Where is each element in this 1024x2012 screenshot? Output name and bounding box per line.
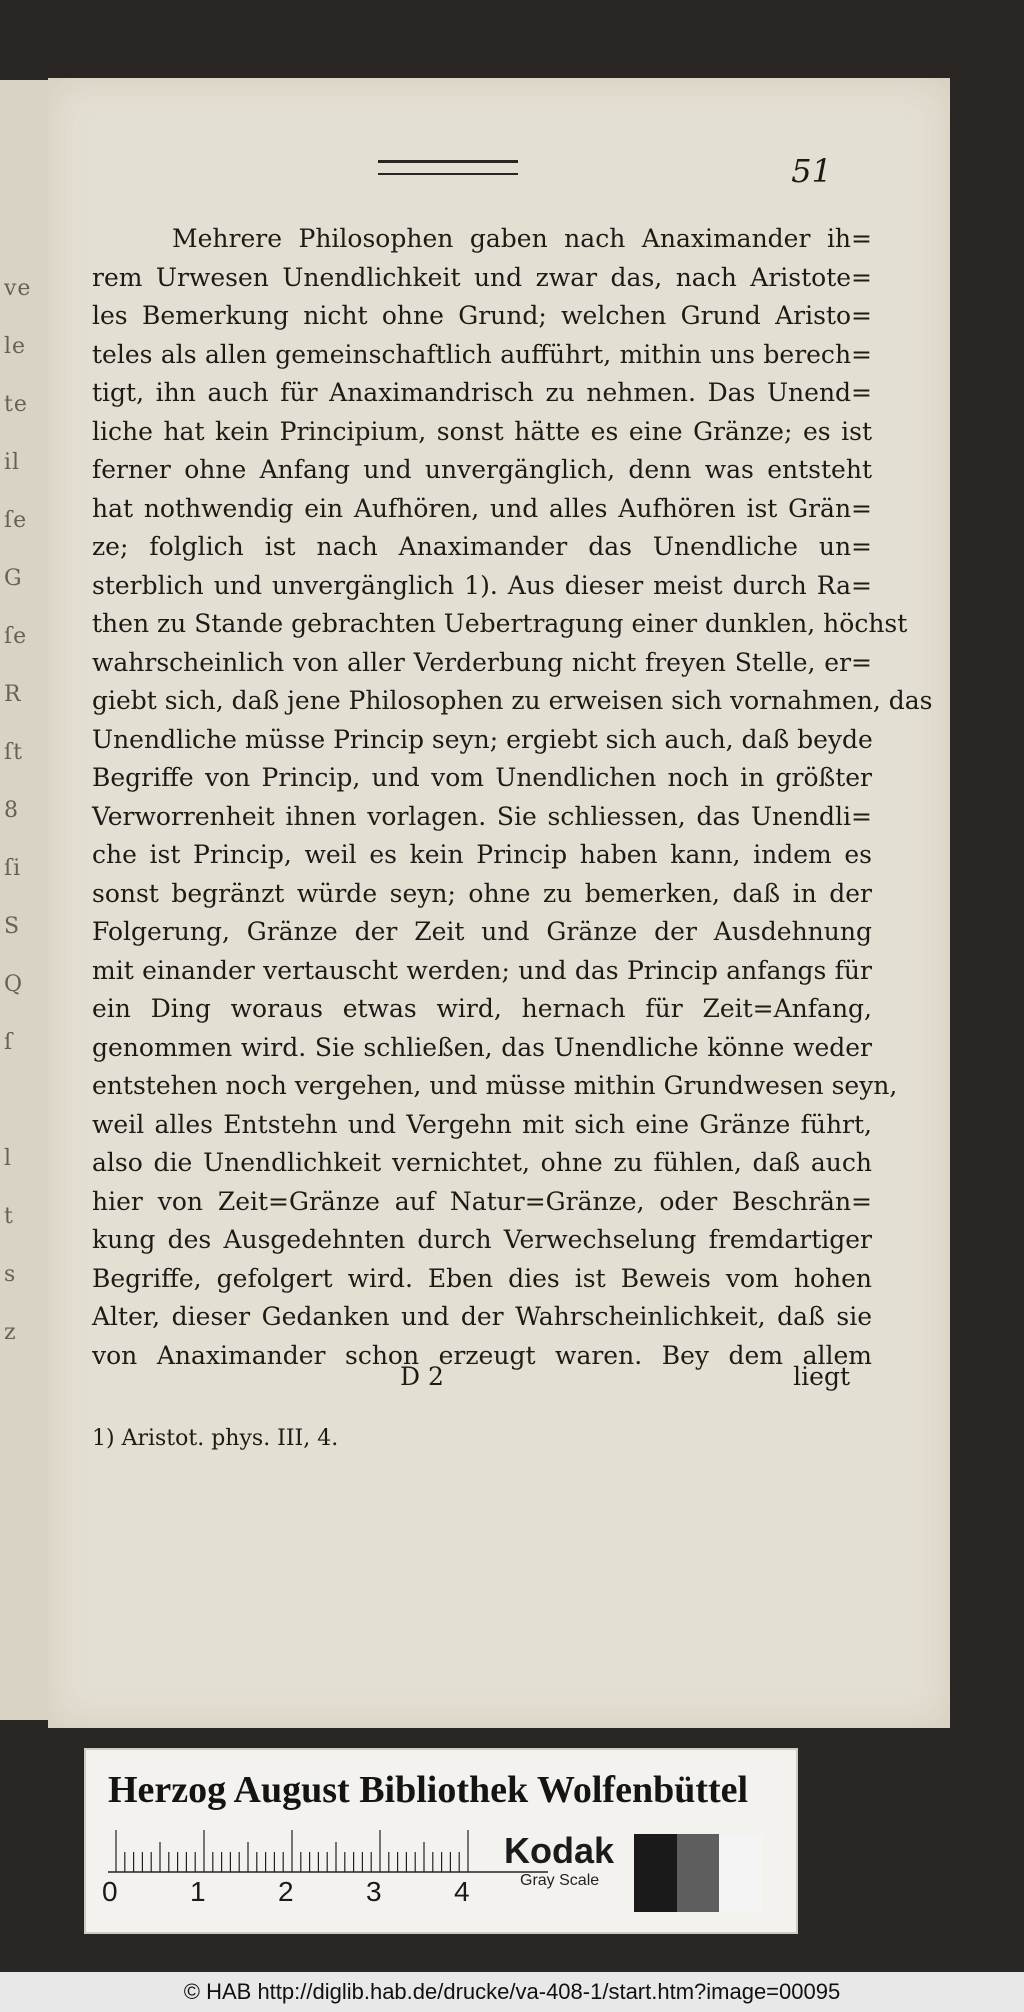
text-line: Begriffe von Princip, und vom Unendlichen noch in größter bbox=[92, 763, 872, 792]
text-line: weil alles Entstehn und Vergehn mit sich eine Gränze führt, bbox=[92, 1109, 872, 1139]
ruler-label-3: 3 bbox=[366, 1876, 382, 1907]
ruler-ticks bbox=[108, 1830, 548, 1874]
text-line: les Bemerkung nicht ohne Grund; welchen Grund Aristo= bbox=[92, 301, 872, 330]
text-line: also die Unendlichkeit vernichtet, ohne zu fühlen, daß auch bbox=[92, 1148, 872, 1177]
book-page bbox=[48, 78, 950, 1728]
text-line: wahrscheinlich von aller Verderbung nicht freyen Stelle, er= bbox=[92, 647, 872, 677]
gray-scale-swatches bbox=[634, 1834, 762, 1912]
text-line: hat nothwendig ein Aufhören, und alles Aufhören ist Grän= bbox=[92, 493, 872, 523]
text-line: teles als allen gemeinschaftlich aufführt, mithin uns berech= bbox=[92, 339, 872, 369]
copyright-footer bbox=[0, 1972, 1024, 2012]
footnote: 1) Aristot. phys. III, 4. bbox=[92, 1426, 339, 1451]
text-line: che ist Princip, weil es kein Princip haben kann, indem es bbox=[92, 840, 872, 869]
text-line: tigt, ihn auch für Anaximandrisch zu nehmen. Das Unend= bbox=[92, 378, 872, 407]
text-line: rem Urwesen Unendlichkeit und zwar das, nach Aristote= bbox=[92, 262, 872, 292]
signature-mark: D 2 bbox=[400, 1362, 444, 1391]
text-line: kung des Ausgedehnten durch Verwechselung fremdartiger bbox=[92, 1225, 872, 1254]
gray-swatch-dark bbox=[634, 1834, 677, 1912]
facing-page-edge bbox=[0, 80, 50, 1720]
text-line: entstehen noch vergehen, und müsse mithin Grundwesen seyn, bbox=[92, 1071, 898, 1100]
catchword: liegt bbox=[793, 1362, 850, 1391]
text-line: giebt sich, daß jene Philosophen zu erweisen sich vornahmen, das bbox=[92, 686, 933, 715]
kodak-logo: Kodak bbox=[504, 1830, 615, 1871]
page-number: 51 bbox=[791, 152, 832, 190]
text-line: sterblich und unvergänglich 1). Aus dieser meist durch Ra= bbox=[92, 570, 872, 600]
ruler-label-1: 1 bbox=[190, 1876, 206, 1907]
text-line: hier von Zeit=Gränze auf Natur=Gränze, oder Beschrän= bbox=[92, 1186, 872, 1216]
text-line: Unendliche müsse Princip seyn; ergiebt sich auch, daß beyde bbox=[92, 724, 873, 754]
header-rule bbox=[378, 160, 518, 175]
text-line: ein Ding woraus etwas wird, hernach für Zeit=Anfang, bbox=[92, 994, 872, 1023]
text-line: mit einander vertauscht werden; und das Princip anfangs für bbox=[92, 955, 872, 985]
text-line: von Anaximander schon erzeugt waren. Bey dem allem bbox=[92, 1340, 872, 1370]
text-line: Verworrenheit ihnen vorlagen. Sie schliessen, das Unendli= bbox=[92, 801, 872, 831]
text-line: Folgerung, Gränze der Zeit und Gränze der Ausdehnung bbox=[92, 917, 872, 946]
ruler-label-0: 0 bbox=[102, 1876, 118, 1907]
text-line: genommen wird. Sie schließen, das Unendliche könne weder bbox=[92, 1032, 872, 1062]
text-line: Alter, dieser Gedanken und der Wahrscheinlichkeit, daß sie bbox=[92, 1302, 872, 1331]
library-name: Herzog August Bibliothek Wolfenbüttel bbox=[108, 1769, 749, 1811]
text-line: liche hat kein Principium, sonst hätte es eine Gränze; es ist bbox=[92, 416, 872, 446]
text-line: ze; folglich ist nach Anaximander das Unendliche un= bbox=[92, 532, 872, 561]
color-calibration-card bbox=[84, 1748, 798, 1934]
text-line: Begriffe, gefolgert wird. Eben dies ist Beweis vom hohen bbox=[92, 1263, 872, 1293]
gray-swatch-mid bbox=[677, 1834, 720, 1912]
copyright-credit: © HAB http://diglib.hab.de/drucke/va-408-1/start.htm?image=00095 bbox=[183, 1979, 841, 2004]
catch-line bbox=[400, 1362, 850, 1391]
gray-swatch-light bbox=[719, 1834, 762, 1912]
page-body-text bbox=[92, 220, 933, 1375]
text-line: Mehrere Philosophen gaben nach Anaximander ih= bbox=[172, 224, 872, 253]
facing-page-text-fragments: ve le te il ſe G ſe R ſt 8 ſi S Q ſ l t s z bbox=[4, 276, 32, 1345]
text-line: sonst begränzt würde seyn; ohne zu bemerken, daß in der bbox=[92, 878, 872, 908]
measurement-ruler bbox=[108, 1830, 548, 1874]
ruler-label-2: 2 bbox=[278, 1876, 294, 1907]
text-line: then zu Stande gebrachten Uebertragung einer dunklen, höchst bbox=[92, 609, 908, 638]
ruler-label-4: 4 bbox=[454, 1876, 470, 1907]
kodak-gray-scale-label: Gray Scale bbox=[520, 1872, 600, 1889]
text-line: ferner ohne Anfang und unvergänglich, denn was entsteht bbox=[92, 455, 872, 484]
